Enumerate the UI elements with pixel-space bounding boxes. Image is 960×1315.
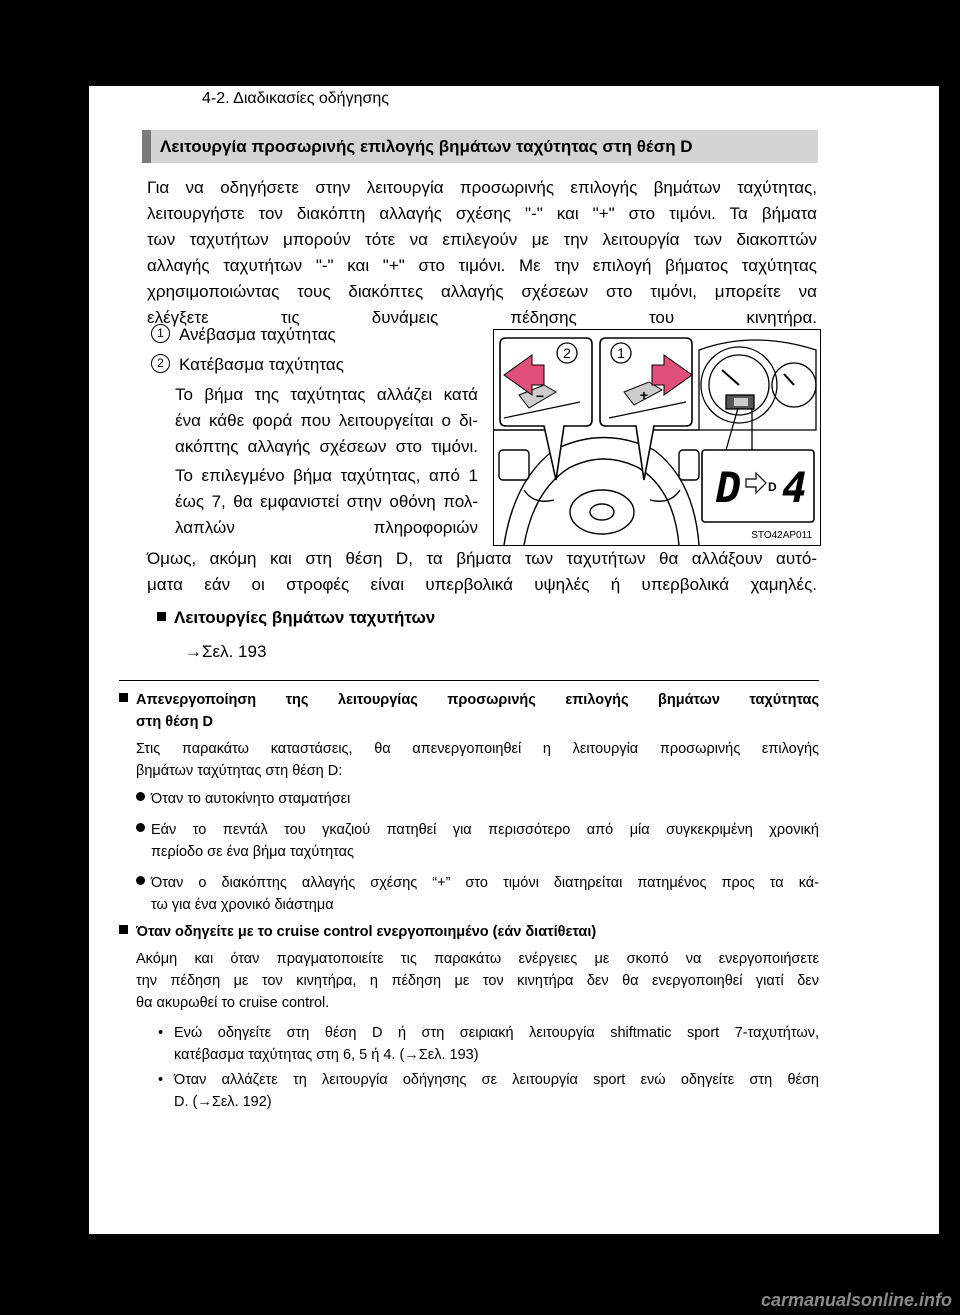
selected-gear-line: έως 7, θα εμφανιστεί στην οθόνη πολ- xyxy=(175,492,478,511)
intro-line: χρησιμοποιώντας τους διακόπτες αλλαγής σχέσεων στο τιμόνι, μπορείτε να xyxy=(147,282,817,301)
callout-1-text: 1 xyxy=(617,345,625,361)
however-line: Όμως, ακόμη και στη θέση D, τα βήματα των ταχυτήτων θα αλλάξουν αυτό- xyxy=(147,549,817,568)
watermark: carmanualsonline.info xyxy=(760,1290,952,1310)
deactivation-bullet-text: Όταν ο διακόπτης αλλαγής σχέσης “+” στο τιμόνι διατηρείται πατημένος προς τα κά- xyxy=(151,875,819,891)
bullet-symbol: • xyxy=(158,1072,164,1088)
deactivation-bullet-3 xyxy=(136,872,819,916)
steering-hub xyxy=(570,490,634,534)
gear-change-paragraph xyxy=(175,382,478,460)
gear-change-line: ακόπτης αλλαγής σχέσεων στο τιμόνι. xyxy=(175,437,478,456)
square-bullet-icon xyxy=(157,612,166,621)
steering-wheel-rim xyxy=(504,438,699,546)
item-label-downshift: Κατέβασμα ταχύτητας xyxy=(179,355,344,374)
steering-wheel-inner xyxy=(524,459,679,545)
cruise-heading xyxy=(119,921,819,943)
intro-paragraph xyxy=(147,175,817,331)
cruise-intro-line: την πέδηση με τον κινητήρα, η πέδηση με τον κινητήρα δεν θα ενεργοποιηθεί γιατί δεν xyxy=(136,973,819,989)
functions-heading xyxy=(157,608,435,628)
item-number-1: 1 xyxy=(151,324,170,343)
cruise-intro-line: θα ακυρωθεί το cruise control. xyxy=(136,995,330,1011)
however-line: ματα εάν οι στροφές είναι υπερβολικά υψηλές ή υπερβολικά χαμηλές. xyxy=(147,575,817,594)
deactivation-intro-line: Στις παρακάτω καταστάσεις, θα απενεργοποιηθεί η λειτουργία προσωρινής επιλογής xyxy=(136,741,819,757)
selected-gear-paragraph xyxy=(175,463,478,541)
deactivation-heading xyxy=(119,689,819,733)
section-title: Λειτουργία προσωρινής επιλογής βημάτων ταχύτητας στη θέση D xyxy=(160,137,693,156)
bullet-symbol: • xyxy=(158,1025,164,1041)
cruise-intro-line: Ακόμη και όταν πραγματοποιείτε τις παρακάτω ενέργειες με σκοπό να ενεργοποιήσετε xyxy=(136,951,819,967)
deactivation-heading-line: Απενεργοποίηση της λειτουργίας προσωρινής επιλογής βημάτων ταχύτητας xyxy=(136,692,819,708)
item-label-upshift: Ανέβασμα ταχύτητας xyxy=(179,325,336,344)
cruise-intro xyxy=(136,948,819,1014)
functions-page-link[interactable]: →Σελ. 193 xyxy=(185,642,267,661)
display-gear: 4 xyxy=(782,463,808,512)
cruise-bullet-text: κατέβασμα ταχύτητας στη 6, 5 ή 4. (→Σελ. 193) xyxy=(174,1047,479,1063)
deactivation-bullet-1 xyxy=(136,788,819,810)
square-bullet-icon xyxy=(119,925,128,934)
deactivation-intro xyxy=(136,738,819,782)
divider xyxy=(119,680,819,681)
steering-logo xyxy=(590,504,614,520)
round-bullet-icon xyxy=(136,823,145,832)
gear-change-line: Το βήμα της ταχύτητας αλλάζει κατά xyxy=(175,385,478,404)
square-bullet-icon xyxy=(119,693,128,702)
deactivation-bullet-text: Εάν το πεντάλ του γκαζιού πατηθεί για περισσότερο από μία συγκεκριμένη χρονική xyxy=(151,822,819,838)
deactivation-bullet-text: Όταν το αυτοκίνητο σταματήσει xyxy=(151,791,351,807)
deactivation-intro-line: βημάτων ταχύτητας στη θέση D: xyxy=(136,763,343,779)
paddle-shift-figure xyxy=(493,329,821,546)
deactivation-bullet-text: τω για ένα χρονικό διάστημα xyxy=(151,897,334,913)
item-number-2: 2 xyxy=(151,354,170,373)
selected-gear-line: Το επιλεγμένο βήμα ταχύτητας, από 1 xyxy=(175,466,478,485)
intro-line: λειτουργήστε τον διακόπτη αλλαγής σχέσης "-" και "+" στο τιμόνι. Τα βήματα xyxy=(147,204,817,223)
intro-line: των ταχυτήτων μπορούν τότε να επιλεγούν με την λειτουργία των διακοπτών xyxy=(147,230,817,249)
cruise-bullet-1 xyxy=(158,1022,819,1066)
cruise-bullet-2 xyxy=(158,1069,819,1113)
intro-line: αλλαγής ταχυτήτων "-" και "+" στο τιμόνι. Με την επιλογή βήματος ταχύτητας xyxy=(147,256,817,275)
figure-illustration xyxy=(494,330,820,545)
section-title-bar xyxy=(142,130,818,163)
cruise-heading-text: Όταν οδηγείτε με το cruise control ενεργοποιημένο (εάν διατίθεται) xyxy=(136,924,597,940)
selected-gear-line: λαπλών πληροφοριών xyxy=(175,518,478,537)
intro-line: ελέγξετε τις δυνάμεις πέδησης του κινητήρα. xyxy=(147,308,817,327)
functions-heading-text: Λειτουργίες βημάτων ταχυτήτων xyxy=(174,608,436,627)
intro-line: Για να οδηγήσετε στην λειτουργία προσωρινής επιλογής βημάτων ταχύτητας, xyxy=(147,178,817,197)
cruise-bullet-text: Όταν αλλάζετε τη λειτουργία οδήγησης σε λειτουργία sport ενώ οδηγείτε στη θέση xyxy=(174,1072,819,1088)
downshift-callout xyxy=(500,338,592,480)
round-bullet-icon xyxy=(136,792,145,801)
crop-mark xyxy=(938,86,939,1234)
minus-label: − xyxy=(535,388,545,404)
however-paragraph xyxy=(147,546,817,598)
deactivation-bullet-text: περίοδο σε ένα βήμα ταχύτητας xyxy=(151,844,355,860)
figure-code: STO42AP011 xyxy=(751,530,812,541)
display-arrow-label: D xyxy=(768,480,777,494)
deactivation-bullet-2 xyxy=(136,819,819,863)
cruise-bullet-text: D. (→Σελ. 192) xyxy=(174,1094,272,1110)
gear-change-line: ένα κάθε φορά που λειτουργείται ο δι- xyxy=(175,411,478,430)
title-accent xyxy=(142,130,151,163)
deactivation-heading-line: στη θέση D xyxy=(136,714,213,730)
round-bullet-icon xyxy=(136,876,145,885)
manual-page xyxy=(89,86,939,1234)
display-mode: D xyxy=(716,463,742,512)
instrument-cluster xyxy=(699,340,816,430)
callout-2-text: 2 xyxy=(563,345,571,361)
cruise-bullet-text: Ενώ οδηγείτε στη θέση D ή στη σειριακή λειτουργία shiftmatic sport 7-ταχυτήτων, xyxy=(174,1025,819,1041)
section-header: 4-2. Διαδικασίες οδήγησης xyxy=(202,90,389,107)
plus-label: + xyxy=(639,387,649,403)
